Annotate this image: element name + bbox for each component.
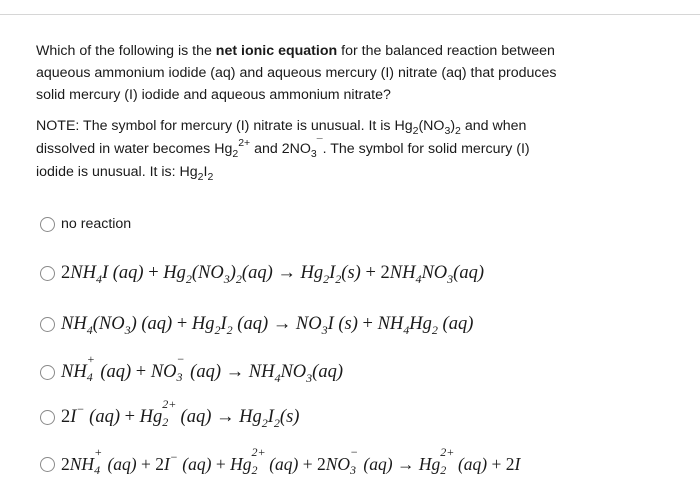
option-equation: NH + 4 (aq) + NO − 3 $(aq) \to NH_4NO_3(aq)$ — [61, 352, 343, 385]
option-swapped-products[interactable] — [40, 314, 473, 335]
radio-button[interactable] — [40, 217, 55, 232]
option-net-ionic[interactable] — [40, 397, 300, 430]
option-equation: 2I− (aq) + Hg 2+ 2 $(aq) \to Hg_2I_2(s)$ — [61, 397, 300, 430]
radio-button[interactable] — [40, 457, 55, 472]
option-ammonium-nitrate[interactable] — [40, 352, 343, 385]
option-complete-ionic[interactable] — [40, 445, 521, 477]
note-text: NOTE: The symbol for mercury (I) nitrate is unusual. It is $Hg_2(NO_3)_2$ and when dissolved in water becomes $Hg_2^{2+}$ and $2NO_3^¯$. The symbol for solid mercury (I) iodide is unusual. It is: $Hg_2I_2$ — [36, 118, 530, 183]
question-text: Which of the following is the net ionic equation for the balanced reaction between aqueous ammonium iodide (aq) and aqueous mercury (I) nitrate (aq) that produces solid mercury (I) iodide and aqueous ammonium nitrate? — [36, 43, 557, 103]
radio-button[interactable] — [40, 266, 55, 281]
top-divider — [0, 14, 700, 15]
option-equation: $2NH_4I$ $(aq) + Hg_2(NO_3)_2(aq) \to Hg_2I_2(s) + 2NH_4NO_3(aq)$ — [61, 263, 484, 286]
radio-button[interactable] — [40, 365, 55, 380]
option-molecular-equation[interactable] — [40, 263, 484, 284]
option-no-reaction[interactable] — [40, 216, 131, 232]
question-emphasis: net ionic equation — [215, 43, 338, 59]
option-equation: $NH_4(NO_3) (aq) + Hg_2I_2$ $(aq) \to NO_3I$ $(s) + NH_4Hg_2$ (aq) — [61, 314, 474, 337]
option-label: no reaction — [61, 216, 132, 232]
radio-button[interactable] — [40, 410, 55, 425]
radio-button[interactable] — [40, 317, 55, 332]
option-equation: 2NH + 4 (aq) + 2I− (aq) + Hg 2+ 2 (aq) + 2NO − 3 (aq) → Hg 2+ 2 (aq) + 2I — [61, 445, 521, 477]
